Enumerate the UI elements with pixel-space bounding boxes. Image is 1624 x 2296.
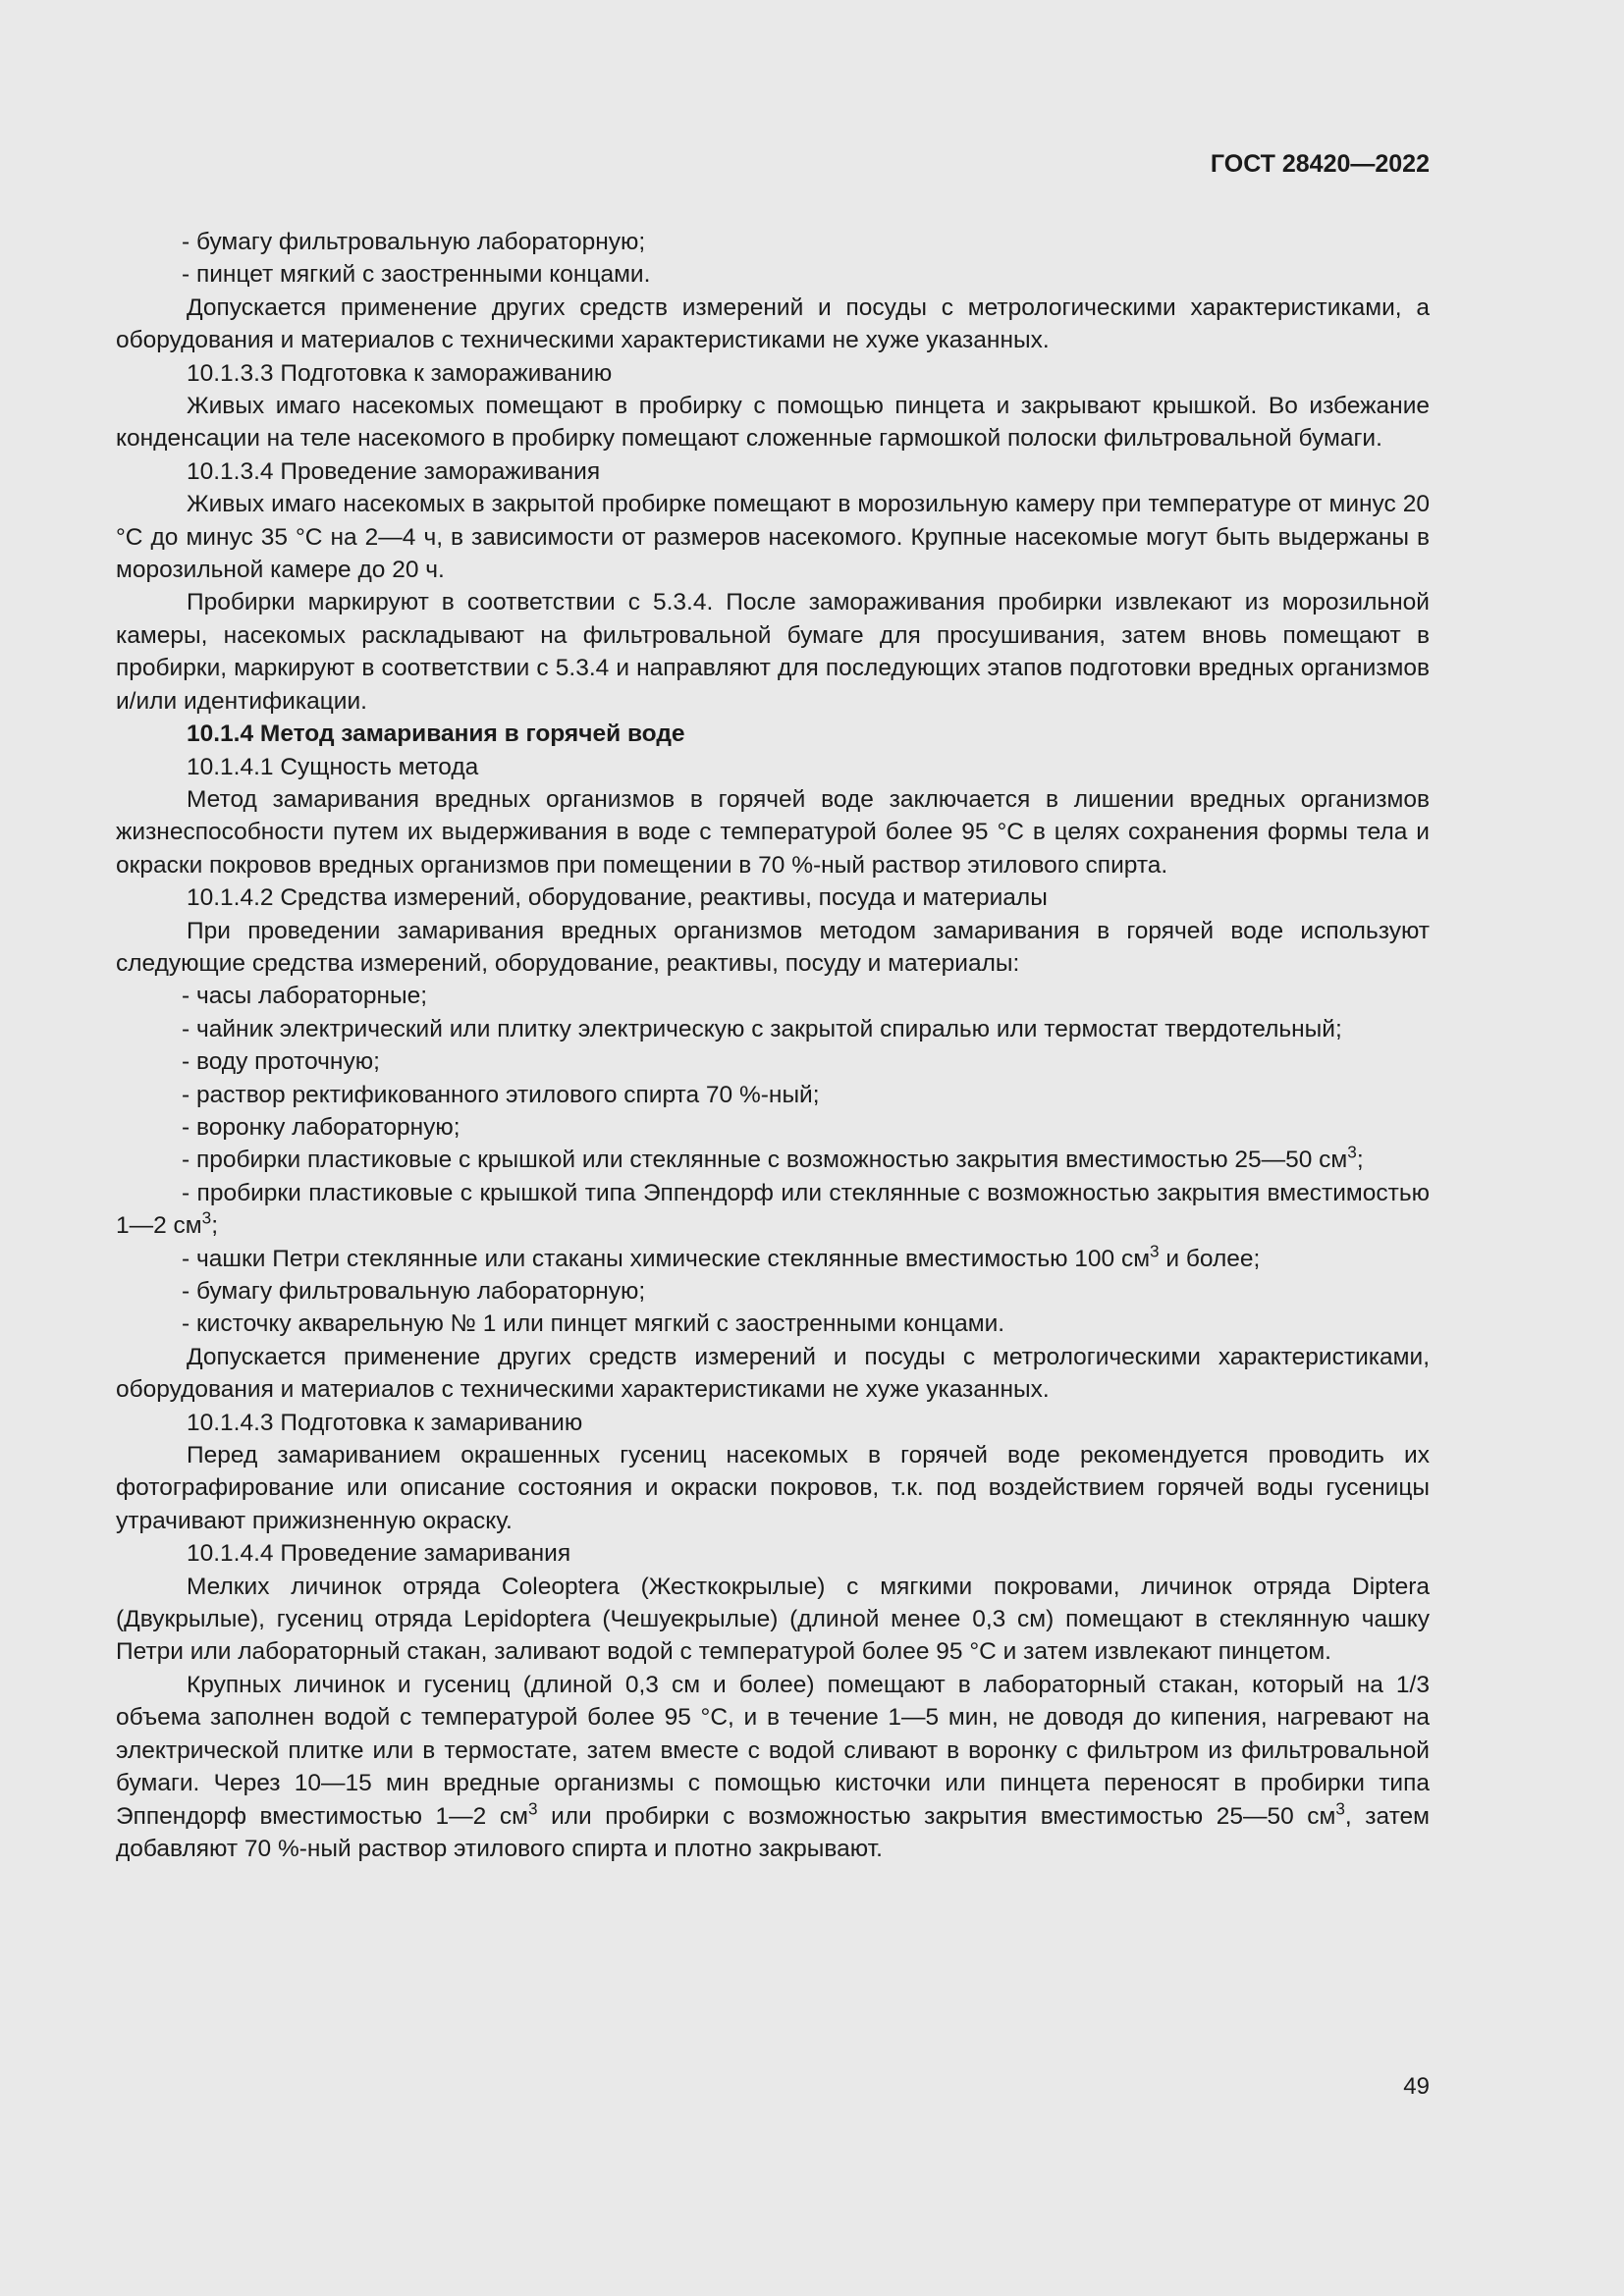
list-item: - кисточку акварельную № 1 или пинцет мягкий с заостренными концами. xyxy=(182,1310,1005,1338)
section-heading: 10.1.4.3 Подготовка к замариванию xyxy=(187,1409,583,1436)
paragraph: Живых имаго насекомых в закрытой пробирке помещают в морозильную камеру при температуре от минус 20 °С до минус 35 °С на 2—4 ч, в зависимости от размеров насекомого. Крупные насекомые могут быть выдержаны в морозильной камере до 20 ч. xyxy=(116,491,1430,584)
list-item-text: и более; xyxy=(1159,1245,1261,1272)
superscript: 3 xyxy=(201,1207,212,1228)
list-item-text: ; xyxy=(1356,1147,1364,1174)
list-item-text: - чашки Петри стеклянные или стаканы химические стеклянные вместимостью 100 см xyxy=(182,1245,1151,1272)
paragraph: При проведении замаривания вредных организмов методом замаривания в горячей воде используют следующие средства измерений, оборудование, реактивы, посуду и материалы: xyxy=(116,917,1430,977)
paragraph-text: Крупных личинок и гусениц (длиной 0,3 см и более) помещают в лабораторный стакан, который на 1/3 объема заполнен водой с температурой более 95 °С, и в течение 1—5 мин, не доводя до кипения, нагревают на электрической плитке или в термостате, затем вместе с водой сливают в воронку с фильтром из фильтровальной бумаги. Через 10—15 мин вредные организмы с помощью кисточки или пинцета переносят в пробирки типа Эппендорф вместимостью 1—2 см xyxy=(116,1671,1430,1830)
section-heading: 10.1.4.1 Сущность метода xyxy=(187,753,479,780)
list-item xyxy=(116,1243,1430,1275)
section-heading: 10.1.4.4 Проведение замаривания xyxy=(187,1540,571,1568)
list-item-text: - пробирки пластиковые с крышкой типа Эппендорф или стеклянные с возможностью закрытия вместимостью 1—2 см xyxy=(116,1179,1430,1240)
list-item: - воронку лабораторную; xyxy=(182,1113,460,1141)
paragraph: Допускается применение других средств измерений и посуды с метрологическими характеристиками, а оборудования и материалов с техническими характеристиками не хуже указанных. xyxy=(116,294,1430,354)
list-item xyxy=(116,1144,1430,1176)
paragraph: Метод замаривания вредных организмов в горячей воде заключается в лишении вредных организмов жизнеспособности путем их выдерживания в воде с температурой более 95 °С в целях сохранения формы тела и окраски покровов вредных организмов при помещении в 70 %-ный раствор этилового спирта. xyxy=(116,785,1430,879)
paragraph: Перед замариванием окрашенных гусениц насекомых в горячей воде рекомендуется проводить их фотографирование или описание состояния и окраски покровов, т.к. под воздействием горячей воды гусеницы утрачивают прижизненную окраску. xyxy=(116,1442,1430,1534)
paragraph: Мелких личинок отряда Coleoptera (Жесткокрылые) с мягкими покровами, личинок отряда Diptera (Двукрылые), гусениц отряда Lepidoptera (Чешуекрылые) (длиной менее 0,3 см) помещают в стеклянную чашку Петри или лабораторный стакан, заливают водой с температурой более 95 °С и затем извлекают пинцетом. xyxy=(116,1573,1430,1666)
list-item: - воду проточную; xyxy=(182,1048,380,1076)
superscript: 3 xyxy=(1150,1241,1160,1261)
paragraph xyxy=(116,1669,1430,1865)
superscript: 3 xyxy=(1335,1798,1345,1819)
paragraph: Пробирки маркируют в соответствии с 5.3.4. После замораживания пробирки извлекают из морозильной камеры, насекомых раскладывают на фильтровальной бумаге для просушивания, затем вновь помещают в пробирки, маркируют в соответствии с 5.3.4 и направляют для последующих этапов подготовки вредных организмов и/или идентификации. xyxy=(116,589,1430,715)
list-item-text: ; xyxy=(211,1212,219,1240)
page-number: 49 xyxy=(1403,2073,1430,2100)
list-item: - бумагу фильтровальную лабораторную; xyxy=(182,229,646,255)
list-item: - часы лабораторные; xyxy=(182,983,428,1010)
list-item: - бумагу фильтровальную лабораторную; xyxy=(182,1278,646,1305)
list-item: - пинцет мягкий с заостренными концами. xyxy=(182,261,651,289)
paragraph: Допускается применение других средств измерений и посуды с метрологическими характеристиками, оборудования и материалов с техническими характеристиками не хуже указанных. xyxy=(116,1343,1430,1404)
document-body xyxy=(116,226,1430,1865)
section-heading: 10.1.4.2 Средства измерений, оборудование, реактивы, посуда и материалы xyxy=(187,884,1048,912)
section-heading: 10.1.3.3 Подготовка к замораживанию xyxy=(187,359,613,387)
superscript: 3 xyxy=(527,1798,538,1819)
paragraph-text: или пробирки с возможностью закрытия вместимостью 25—50 см xyxy=(537,1802,1336,1830)
list-item: - чайник электрический или плитку электрическую с закрытой спиралью или термостат твердотельный; xyxy=(182,1015,1342,1042)
list-item xyxy=(116,1177,1430,1243)
superscript: 3 xyxy=(1347,1142,1357,1162)
list-item-text: - пробирки пластиковые с крышкой или стеклянные с возможностью закрытия вместимостью 25—50 см xyxy=(182,1147,1348,1174)
document-code: ГОСТ 28420—2022 xyxy=(1210,150,1430,178)
section-heading-bold: 10.1.4 Метод замаривания в горячей воде xyxy=(187,721,685,748)
paragraph-text: , затем добавляют 70 %-ный раствор этилового спирта и плотно закрывают. xyxy=(116,1802,1431,1862)
paragraph: Живых имаго насекомых помещают в пробирку с помощью пинцета и закрывают крышкой. Во избежание конденсации на теле насекомого в пробирку помещают сложенные гармошкой полоски фильтровальной бумаги. xyxy=(116,393,1430,453)
section-heading: 10.1.3.4 Проведение замораживания xyxy=(187,457,601,485)
list-item: - раствор ректификованного этилового спирта 70 %-ный; xyxy=(182,1081,820,1108)
